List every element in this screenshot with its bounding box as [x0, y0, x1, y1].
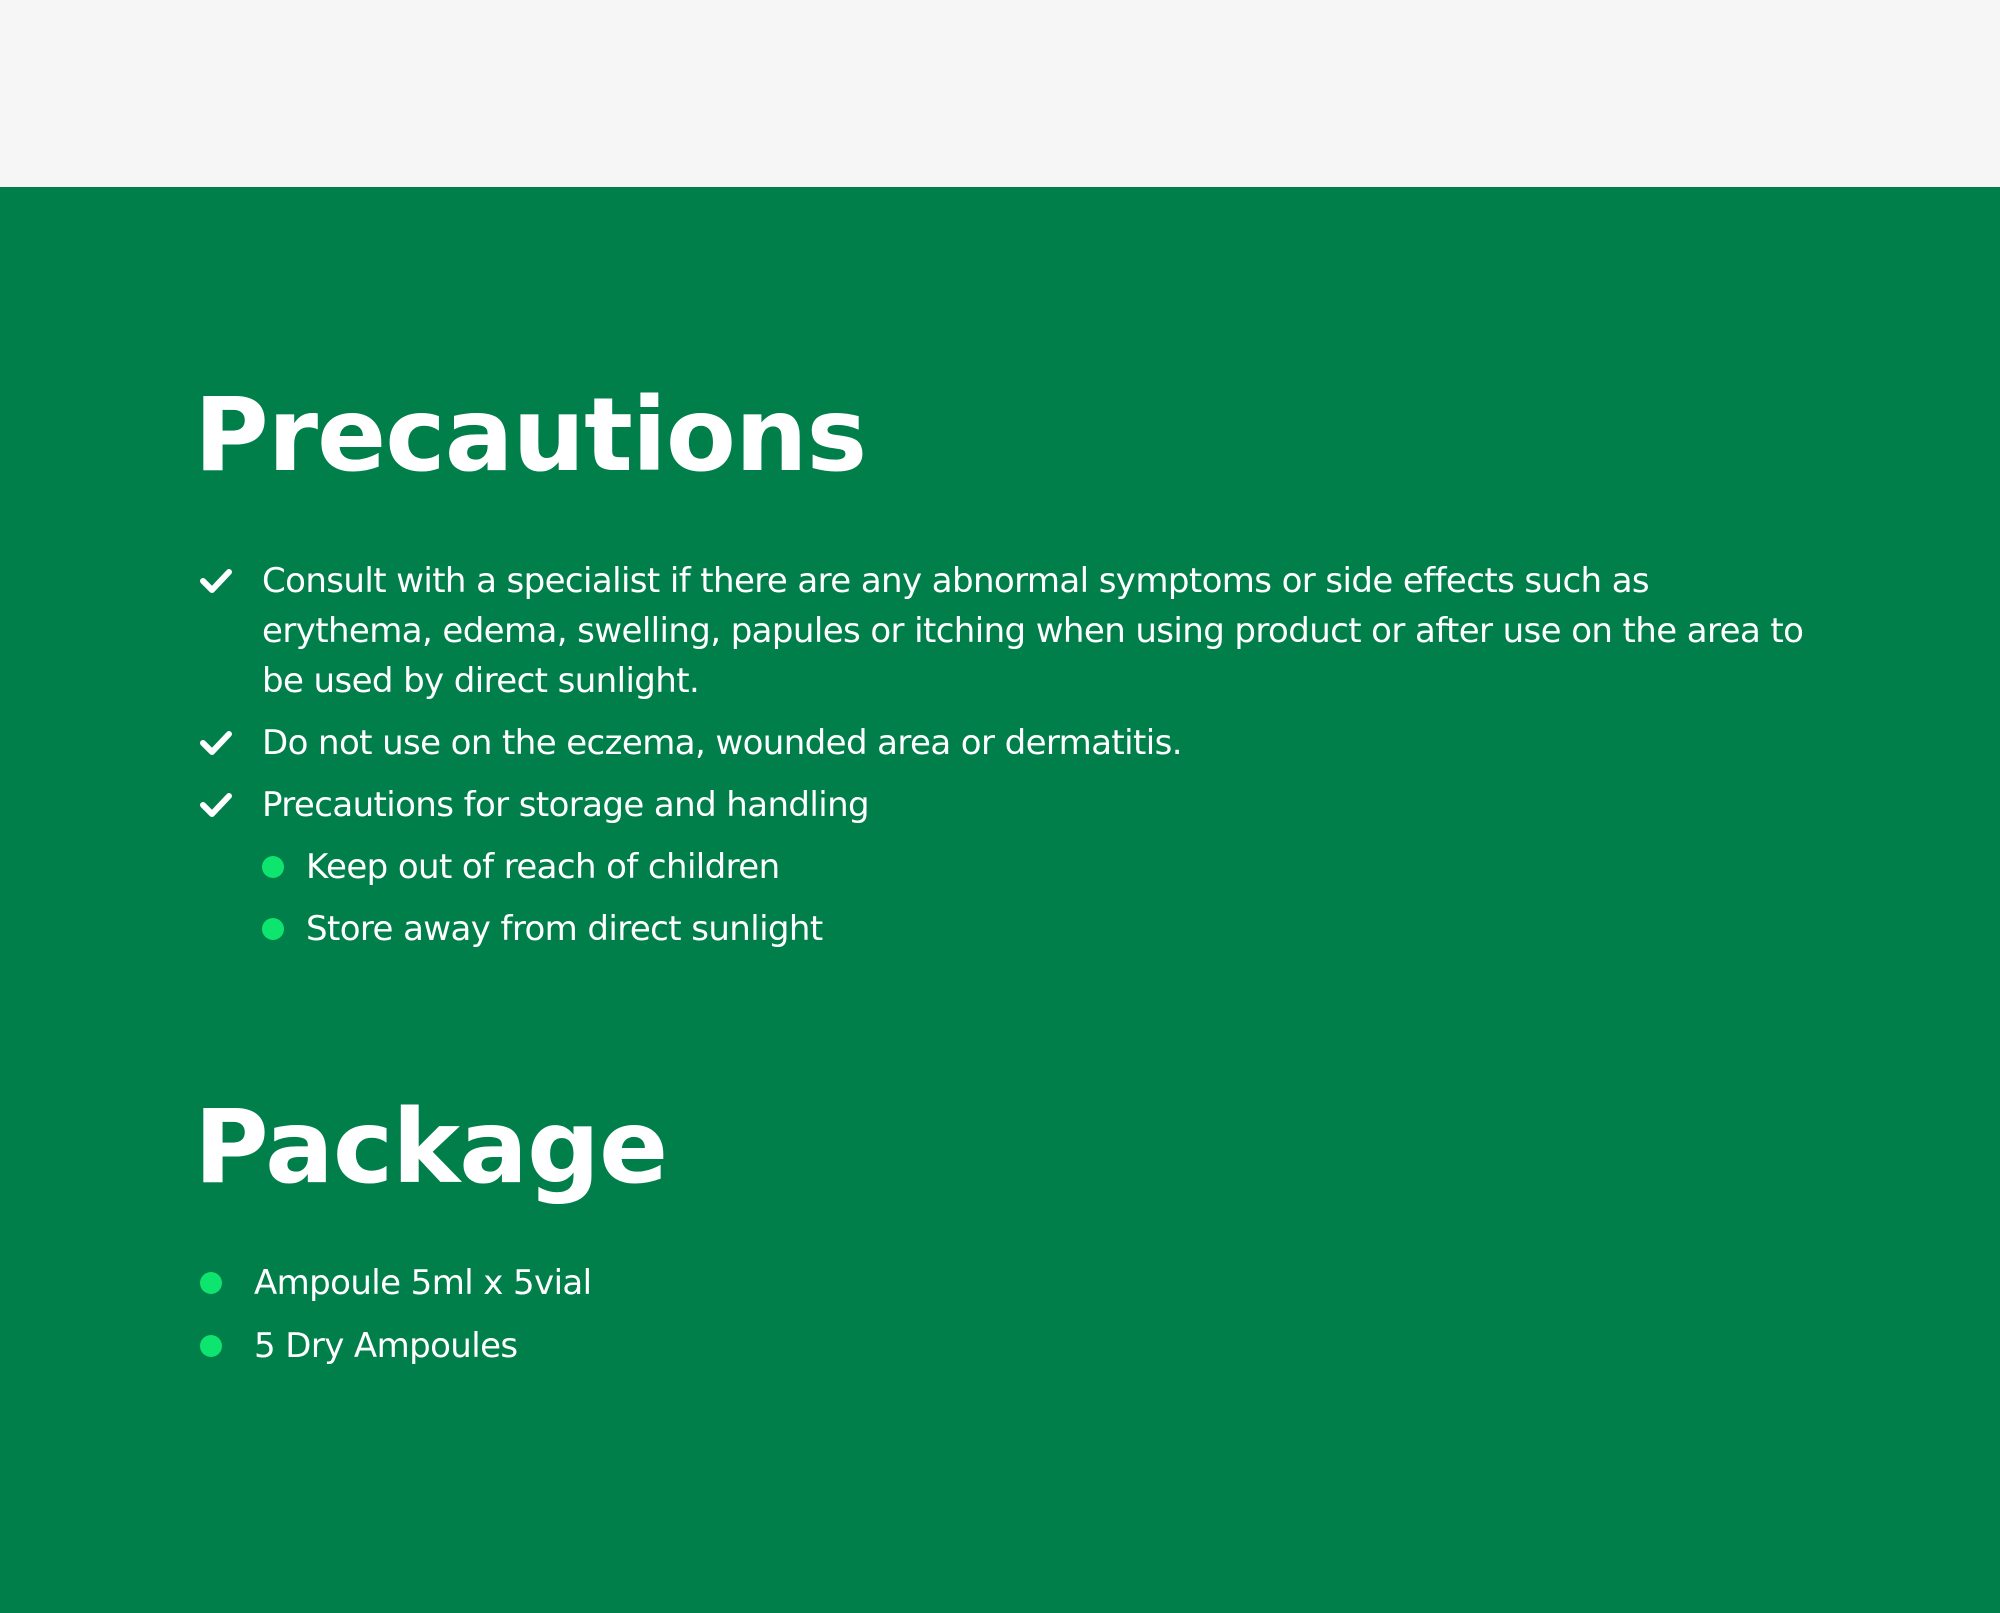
- package-section: [194, 1088, 1834, 1384]
- bullet-dot-icon: [262, 918, 284, 940]
- precaution-text: Do not use on the eczema, wounded area or dermatitis.: [262, 723, 1182, 763]
- storage-sublist: [262, 842, 1814, 954]
- check-icon: [200, 792, 232, 818]
- package-title: Package: [194, 1088, 668, 1207]
- storage-text: Keep out of reach of children: [306, 847, 780, 887]
- bullet-dot-icon: [200, 1335, 222, 1357]
- product-info-panel: [0, 187, 2000, 1613]
- list-item: [194, 718, 1814, 768]
- list-item: [194, 780, 1814, 954]
- list-item: [262, 904, 1814, 954]
- precaution-text: Consult with a specialist if there are any abnormal symptoms or side effects such as erythema, edema, swelling, papules or itching when using product or after use on the area to be used by direct sunlight.: [262, 561, 1804, 701]
- list-item: [194, 1258, 1834, 1308]
- bullet-dot-icon: [262, 856, 284, 878]
- list-item: [194, 1321, 1834, 1371]
- bullet-dot-icon: [200, 1272, 222, 1294]
- package-text: Ampoule 5ml x 5vial: [254, 1263, 592, 1303]
- package-list: [194, 1258, 1834, 1371]
- check-icon: [200, 568, 232, 594]
- precaution-text: Precautions for storage and handling: [262, 785, 870, 825]
- top-band: [0, 0, 2000, 187]
- precautions-title: Precautions: [194, 376, 867, 495]
- storage-text: Store away from direct sunlight: [306, 909, 823, 949]
- list-item: [194, 556, 1814, 706]
- package-text: 5 Dry Ampoules: [254, 1326, 518, 1366]
- precautions-list: [194, 556, 1814, 954]
- precautions-section: [194, 376, 1834, 966]
- list-item: [262, 842, 1814, 892]
- check-icon: [200, 730, 232, 756]
